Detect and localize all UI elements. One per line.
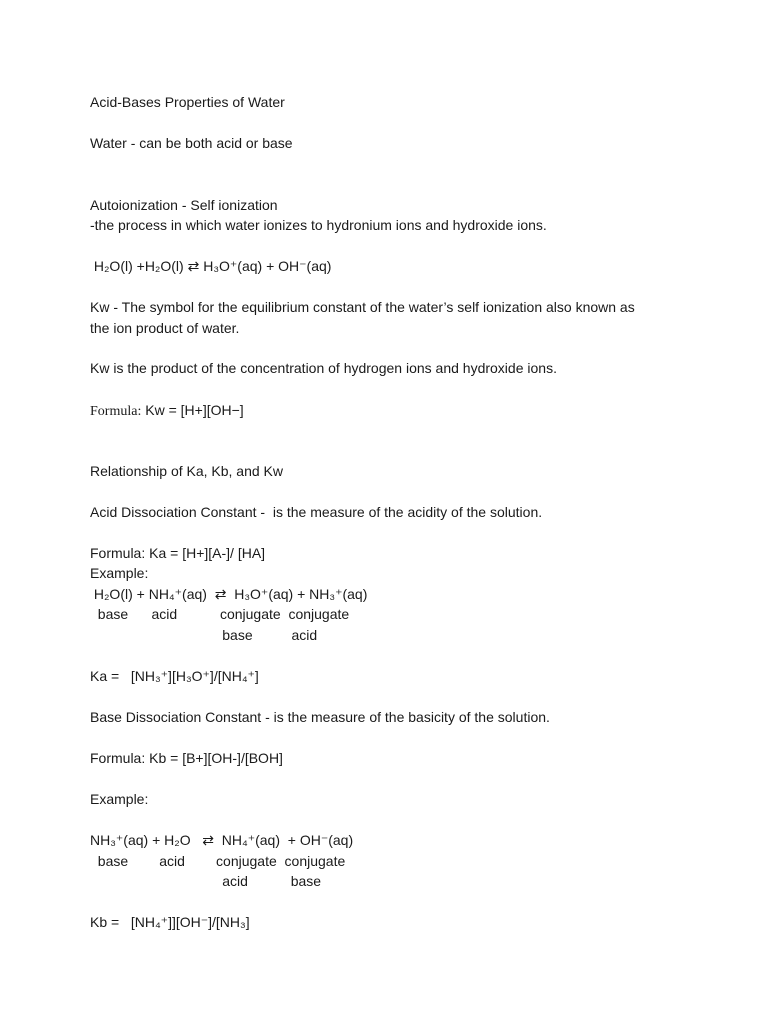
page-title: Acid-Bases Properties of Water [90, 94, 285, 110]
acid-labels-row2: base acid [90, 627, 318, 643]
kw-formula-value: Kw = [H+][OH−] [141, 402, 244, 418]
autoionization-equation: H₂O(l) +H₂O(l) ⇄ H₃O⁺(aq) + OH⁻(aq) [90, 258, 332, 274]
base-formula: Formula: Kb = [B+][OH-]/[BOH] [90, 750, 283, 766]
kw-definition-line1: Kw - The symbol for the equilibrium constant of the water’s self ionization also known as [90, 299, 635, 315]
ka-expression: Ka = [NH₃⁺][H₃O⁺]/[NH₄⁺] [90, 668, 259, 684]
relationship-heading: Relationship of Ka, Kb, and Kw [90, 463, 284, 479]
acid-definition: Acid Dissociation Constant - is the measure of the acidity of the solution. [90, 504, 543, 520]
base-definition: Base Dissociation Constant - is the measure of the basicity of the solution. [90, 709, 550, 725]
base-labels-row2: acid base [90, 873, 322, 889]
base-example-label: Example: [90, 791, 149, 807]
kw-definition-line2: the ion product of water. [90, 320, 240, 336]
acid-labels-row1: base acid conjugate conjugate [90, 606, 350, 622]
autoionization-definition: -the process in which water ionizes to hydronium ions and hydroxide ions. [90, 217, 547, 233]
kw-product-statement: Kw is the product of the concentration of hydrogen ions and hydroxide ions. [90, 360, 557, 376]
acid-example-label: Example: [90, 565, 149, 581]
autoionization-heading: Autoionization - Self ionization [90, 197, 278, 213]
acid-equation: H₂O(l) + NH₄⁺(aq) ⇄ H₃O⁺(aq) + NH₃⁺(aq) [90, 586, 368, 602]
base-labels-row1: base acid conjugate conjugate [90, 853, 346, 869]
base-equation: NH₃⁺(aq) + H₂O ⇄ NH₄⁺(aq) + OH⁻(aq) [90, 832, 354, 848]
kw-formula [90, 403, 244, 419]
kb-expression: Kb = [NH₄⁺]][OH⁻]/[NH₃] [90, 914, 250, 930]
acid-formula: Formula: Ka = [H+][A-]/ [HA] [90, 545, 266, 561]
kw-formula-label: Formula: [90, 404, 142, 419]
intro-text: Water - can be both acid or base [90, 135, 293, 151]
